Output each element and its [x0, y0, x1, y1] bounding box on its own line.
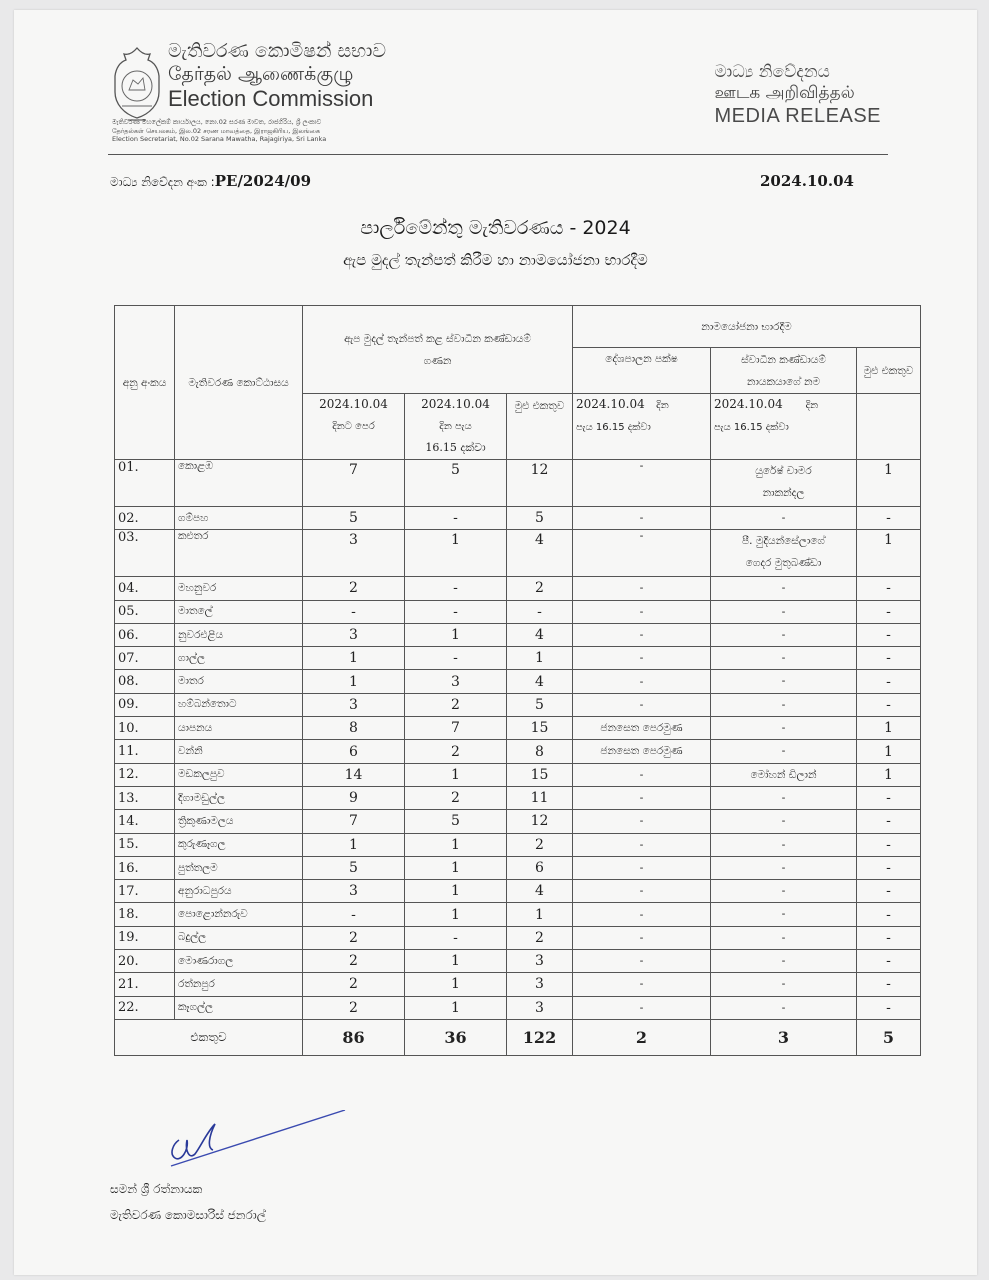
district-cell: කළුතර [175, 530, 303, 577]
deposit-before-cell: 1 [303, 833, 405, 856]
deposit-on-cell: 2 [405, 693, 507, 716]
deposit-total-cell: 4 [507, 880, 573, 903]
party-nomination-cell: - [573, 600, 711, 623]
media-label-english: MEDIA RELEASE [714, 105, 881, 127]
deposit-total-cell: 15 [507, 763, 573, 786]
nomination-total-cell: - [857, 856, 921, 879]
deposit-before-cell: 2 [303, 996, 405, 1019]
signatory [110, 1176, 266, 1228]
col-header-dep-total: මුළු එකතුව [507, 394, 573, 460]
deposit-before-cell: 3 [303, 623, 405, 646]
signatory-title: මැතිවරණ කොමසාරිස් ජනරාල් [110, 1208, 266, 1222]
district-cell: හම්බන්තොට [175, 693, 303, 716]
deposit-on-cell: 1 [405, 880, 507, 903]
table-body [115, 460, 921, 1020]
signatory-name: සමන් ශ්‍රී රත්නායක [110, 1182, 203, 1196]
party-nomination-cell: - [573, 647, 711, 670]
deposit-on-cell: 3 [405, 670, 507, 693]
district-cell: මහනුවර [175, 577, 303, 600]
party-nomination-cell: - [573, 880, 711, 903]
table-footer [115, 1019, 921, 1055]
party-nomination-cell: - [573, 577, 711, 600]
deposit-on-cell: - [405, 507, 507, 530]
deposit-total-cell: 4 [507, 670, 573, 693]
table-row [115, 763, 921, 786]
independent-leader-cell: - [711, 856, 857, 879]
independent-leader-cell: - [711, 670, 857, 693]
independent-leader-cell: - [711, 950, 857, 973]
deposit-before-cell: 6 [303, 740, 405, 763]
nomination-total-cell: - [857, 786, 921, 809]
deposit-on-cell: 5 [405, 460, 507, 507]
row-number-cell: 06. [115, 623, 175, 646]
deposit-on-cell: 1 [405, 623, 507, 646]
total-before: 86 [303, 1019, 405, 1055]
deposit-on-cell: 1 [405, 973, 507, 996]
party-nomination-cell: - [573, 996, 711, 1019]
table-row [115, 786, 921, 809]
deposit-on-cell: 1 [405, 530, 507, 577]
deposit-before-cell: 3 [303, 530, 405, 577]
table-row [115, 507, 921, 530]
org-name-english: Election Commission [168, 86, 374, 111]
deposit-total-cell: - [507, 600, 573, 623]
row-number-cell: 14. [115, 810, 175, 833]
party-nomination-cell: - [573, 670, 711, 693]
independent-leader-cell: - [711, 507, 857, 530]
party-nomination-cell: - [573, 460, 711, 507]
deposit-on-cell: 2 [405, 786, 507, 809]
district-cell: ත්‍රිකුණාමලය [175, 810, 303, 833]
party-nomination-cell: - [573, 973, 711, 996]
header-divider [108, 154, 888, 155]
nomination-total-cell: - [857, 810, 921, 833]
row-number-cell: 03. [115, 530, 175, 577]
district-cell: බදුල්ල [175, 926, 303, 949]
district-cell: වන්නි [175, 740, 303, 763]
district-cell: මාතර [175, 670, 303, 693]
table-row [115, 577, 921, 600]
ref-label: මාධ්‍ය නිවේදන අංක : [110, 175, 215, 189]
table-row [115, 460, 921, 507]
deposit-before-cell: 8 [303, 717, 405, 740]
ref-number: PE/2024/09 [214, 172, 312, 190]
signature-icon [149, 1110, 349, 1174]
deposit-total-cell: 6 [507, 856, 573, 879]
party-nomination-cell: - [573, 786, 711, 809]
deposit-total-cell: 5 [507, 693, 573, 716]
deposit-before-cell: 1 [303, 647, 405, 670]
col-header-independent: ස්වාධීන කණ්ඩායම් නායකයාගේ නම [711, 348, 857, 394]
district-cell: කොළඹ [175, 460, 303, 507]
organization-name [168, 40, 386, 111]
nomination-total-cell: - [857, 623, 921, 646]
col-header-party-time: 2024.10.04 දින පැය 16.15 දක්වා [573, 394, 711, 460]
col-header-no: අනු අංකය [115, 306, 175, 460]
total-independent: 3 [711, 1019, 857, 1055]
district-cell: දිගාමඩුල්ල [175, 786, 303, 809]
party-nomination-cell: ජනසෙත පෙරමුණ [573, 717, 711, 740]
deposit-total-cell: 3 [507, 996, 573, 1019]
col-header-district: මැතිවරණ කොට්ඨාසය [175, 306, 303, 460]
table-row [115, 670, 921, 693]
deposit-before-cell: 2 [303, 577, 405, 600]
independent-leader-cell: - [711, 740, 857, 763]
nomination-total-cell: - [857, 693, 921, 716]
deposit-on-cell: - [405, 577, 507, 600]
table-row [115, 693, 921, 716]
deposit-total-cell: 4 [507, 623, 573, 646]
row-number-cell: 21. [115, 973, 175, 996]
district-cell: නුවරඑළිය [175, 623, 303, 646]
deposit-before-cell: - [303, 600, 405, 623]
row-number-cell: 22. [115, 996, 175, 1019]
deposit-before-cell: 2 [303, 973, 405, 996]
page-subtitle: ඇප මුදල් තැන්පත් කිරීම හා නාමයෝජනා භාරදීම [343, 251, 648, 269]
deposit-total-cell: 11 [507, 786, 573, 809]
table-row [115, 926, 921, 949]
totals-row [115, 1019, 921, 1055]
independent-leader-cell: යුරේෂ් චාමර නාකන්දල [711, 460, 857, 507]
party-nomination-cell: - [573, 810, 711, 833]
deposit-total-cell: 12 [507, 810, 573, 833]
independent-leader-cell: - [711, 833, 857, 856]
deposit-total-cell: 2 [507, 926, 573, 949]
nomination-total-cell: - [857, 880, 921, 903]
party-nomination-cell: - [573, 763, 711, 786]
district-cell: මාතලේ [175, 600, 303, 623]
deposit-total-cell: 1 [507, 647, 573, 670]
district-cell: කුරුණෑගල [175, 833, 303, 856]
row-number-cell: 09. [115, 693, 175, 716]
nominations-table [114, 305, 921, 1056]
district-cell: කෑගල්ල [175, 996, 303, 1019]
deposit-before-cell: 5 [303, 856, 405, 879]
total-party: 2 [573, 1019, 711, 1055]
total-deposit: 122 [507, 1019, 573, 1055]
independent-leader-cell: - [711, 693, 857, 716]
deposit-on-cell: 1 [405, 996, 507, 1019]
group-header-deposit: ඇප මුදල් තැන්පත් කළ ස්වාධීන කණ්ඩායම් ගණන [303, 306, 573, 394]
nomination-total-cell: - [857, 996, 921, 1019]
deposit-before-cell: 7 [303, 460, 405, 507]
col-header-empty [857, 394, 921, 460]
release-date: 2024.10.04 [760, 172, 854, 190]
totals-label: එකතුව [115, 1019, 303, 1055]
deposit-on-cell: 2 [405, 740, 507, 763]
deposit-total-cell: 3 [507, 973, 573, 996]
nomination-total-cell: - [857, 926, 921, 949]
org-name-sinhala: මැතිවරණ කොමිෂන් සභාව [168, 40, 387, 62]
independent-leader-cell: - [711, 717, 857, 740]
independent-leader-cell: - [711, 647, 857, 670]
deposit-total-cell: 4 [507, 530, 573, 577]
independent-leader-cell: - [711, 623, 857, 646]
nomination-total-cell: - [857, 903, 921, 926]
district-cell: රත්නපුර [175, 973, 303, 996]
party-nomination-cell: - [573, 950, 711, 973]
org-name-tamil: தேர்தல் ஆணைக்குழு [168, 63, 354, 85]
independent-leader-cell: පී. මුදියන්සේලාගේ ගෙදර මුතුබණ්ඩා [711, 530, 857, 577]
row-number-cell: 12. [115, 763, 175, 786]
deposit-on-cell: 1 [405, 856, 507, 879]
deposit-total-cell: 8 [507, 740, 573, 763]
table-row [115, 600, 921, 623]
row-number-cell: 16. [115, 856, 175, 879]
table-row [115, 530, 921, 577]
address-tamil: தேர்தல்கள் செயலகம், இல.02 சரண மாவத்தை, இராஜகிரிய, இலங்கை [112, 126, 321, 135]
independent-leader-cell: - [711, 600, 857, 623]
district-cell: පුත්තලම [175, 856, 303, 879]
independent-leader-cell: - [711, 903, 857, 926]
deposit-total-cell: 12 [507, 460, 573, 507]
row-number-cell: 04. [115, 577, 175, 600]
deposit-before-cell: 14 [303, 763, 405, 786]
party-nomination-cell: - [573, 903, 711, 926]
document-page [14, 10, 977, 1275]
deposit-total-cell: 15 [507, 717, 573, 740]
row-number-cell: 19. [115, 926, 175, 949]
col-header-ind-time: 2024.10.04 දින පැය 16.15 දක්වා [711, 394, 857, 460]
table-row [115, 996, 921, 1019]
table-row [115, 623, 921, 646]
party-nomination-cell: - [573, 856, 711, 879]
deposit-on-cell: 1 [405, 763, 507, 786]
independent-leader-cell: - [711, 810, 857, 833]
row-number-cell: 20. [115, 950, 175, 973]
nomination-total-cell: 1 [857, 530, 921, 577]
district-cell: ගාල්ල [175, 647, 303, 670]
table-row [115, 856, 921, 879]
nomination-total-cell: - [857, 600, 921, 623]
deposit-total-cell: 1 [507, 903, 573, 926]
col-header-on: 2024.10.04 දින පැය 16.15 දක්වා [405, 394, 507, 460]
row-number-cell: 02. [115, 507, 175, 530]
deposit-on-cell: - [405, 926, 507, 949]
district-cell: මඩකලපුව [175, 763, 303, 786]
deposit-on-cell: 1 [405, 950, 507, 973]
independent-leader-cell: - [711, 996, 857, 1019]
row-number-cell: 17. [115, 880, 175, 903]
district-cell: ගම්පහ [175, 507, 303, 530]
deposit-total-cell: 3 [507, 950, 573, 973]
row-number-cell: 18. [115, 903, 175, 926]
nomination-total-cell: 1 [857, 763, 921, 786]
address-block [112, 118, 326, 144]
independent-leader-cell: - [711, 577, 857, 600]
district-cell: පොළොන්නරුව [175, 903, 303, 926]
address-english: Election Secretariat, No.02 Sarana Mawatha, Rajagiriya, Sri Lanka [112, 135, 327, 143]
party-nomination-cell: ජනසෙත පෙරමුණ [573, 740, 711, 763]
nomination-total-cell: - [857, 647, 921, 670]
district-cell: යාපනය [175, 717, 303, 740]
group-header-nomination: නාමයෝජනා භාරදීම [573, 306, 921, 348]
district-cell: මොණරාගල [175, 950, 303, 973]
party-nomination-cell: - [573, 623, 711, 646]
row-number-cell: 15. [115, 833, 175, 856]
independent-leader-cell: - [711, 786, 857, 809]
row-number-cell: 10. [115, 717, 175, 740]
deposit-total-cell: 5 [507, 507, 573, 530]
col-header-before: 2024.10.04 දිනට පෙර [303, 394, 405, 460]
deposit-before-cell: - [303, 903, 405, 926]
party-nomination-cell: - [573, 833, 711, 856]
table-row [115, 880, 921, 903]
nomination-total-cell: - [857, 670, 921, 693]
total-nominations: 5 [857, 1019, 921, 1055]
row-number-cell: 08. [115, 670, 175, 693]
table-row [115, 810, 921, 833]
media-release-number [110, 172, 311, 190]
deposit-before-cell: 5 [303, 507, 405, 530]
district-cell: අනුරාධපුරය [175, 880, 303, 903]
deposit-before-cell: 1 [303, 670, 405, 693]
deposit-on-cell: 1 [405, 833, 507, 856]
nomination-total-cell: 1 [857, 740, 921, 763]
row-number-cell: 07. [115, 647, 175, 670]
col-header-nom-total: මුළු එකතුව [857, 348, 921, 394]
nomination-total-cell: - [857, 973, 921, 996]
nomination-total-cell: - [857, 833, 921, 856]
party-nomination-cell: - [573, 507, 711, 530]
deposit-before-cell: 3 [303, 880, 405, 903]
total-on: 36 [405, 1019, 507, 1055]
deposit-total-cell: 2 [507, 833, 573, 856]
table-row [115, 973, 921, 996]
deposit-total-cell: 2 [507, 577, 573, 600]
nomination-total-cell: - [857, 577, 921, 600]
nomination-total-cell: - [857, 950, 921, 973]
row-number-cell: 05. [115, 600, 175, 623]
deposit-before-cell: 2 [303, 926, 405, 949]
media-release-label [714, 62, 881, 128]
table-row [115, 950, 921, 973]
independent-leader-cell: - [711, 880, 857, 903]
nomination-total-cell: 1 [857, 460, 921, 507]
deposit-on-cell: - [405, 647, 507, 670]
media-label-tamil: ஊடக அறிவித்தல் [714, 83, 855, 103]
deposit-on-cell: 7 [405, 717, 507, 740]
row-number-cell: 01. [115, 460, 175, 507]
deposit-on-cell: - [405, 600, 507, 623]
deposit-before-cell: 9 [303, 786, 405, 809]
election-commission-seal-icon [110, 46, 164, 126]
independent-leader-cell: - [711, 973, 857, 996]
deposit-before-cell: 7 [303, 810, 405, 833]
independent-leader-cell: මෝහන් ඩිලාන් [711, 763, 857, 786]
nomination-total-cell: 1 [857, 717, 921, 740]
deposit-on-cell: 1 [405, 903, 507, 926]
media-label-sinhala: මාධ්‍ය නිවේදනය [714, 62, 830, 82]
row-number-cell: 13. [115, 786, 175, 809]
address-sinhala: මැතිවරණ මහලේකම් කාර්යාලය, නො.02 සරණ මාවත, රාජගිරිය, ශ්‍රී ලංකාව [112, 118, 322, 126]
independent-leader-cell: - [711, 926, 857, 949]
party-nomination-cell: - [573, 530, 711, 577]
party-nomination-cell: - [573, 693, 711, 716]
page-title: පාර්ලිමේන්තු මැතිවරණය - 2024 [360, 217, 631, 239]
table-header [115, 306, 921, 460]
table-row [115, 903, 921, 926]
row-number-cell: 11. [115, 740, 175, 763]
col-header-party: දේශපාලන පක්ෂ [573, 348, 711, 394]
table-row [115, 833, 921, 856]
deposit-before-cell: 3 [303, 693, 405, 716]
nomination-total-cell: - [857, 507, 921, 530]
deposit-before-cell: 2 [303, 950, 405, 973]
table-row [115, 740, 921, 763]
table-row [115, 717, 921, 740]
table-row [115, 647, 921, 670]
deposit-on-cell: 5 [405, 810, 507, 833]
party-nomination-cell: - [573, 926, 711, 949]
